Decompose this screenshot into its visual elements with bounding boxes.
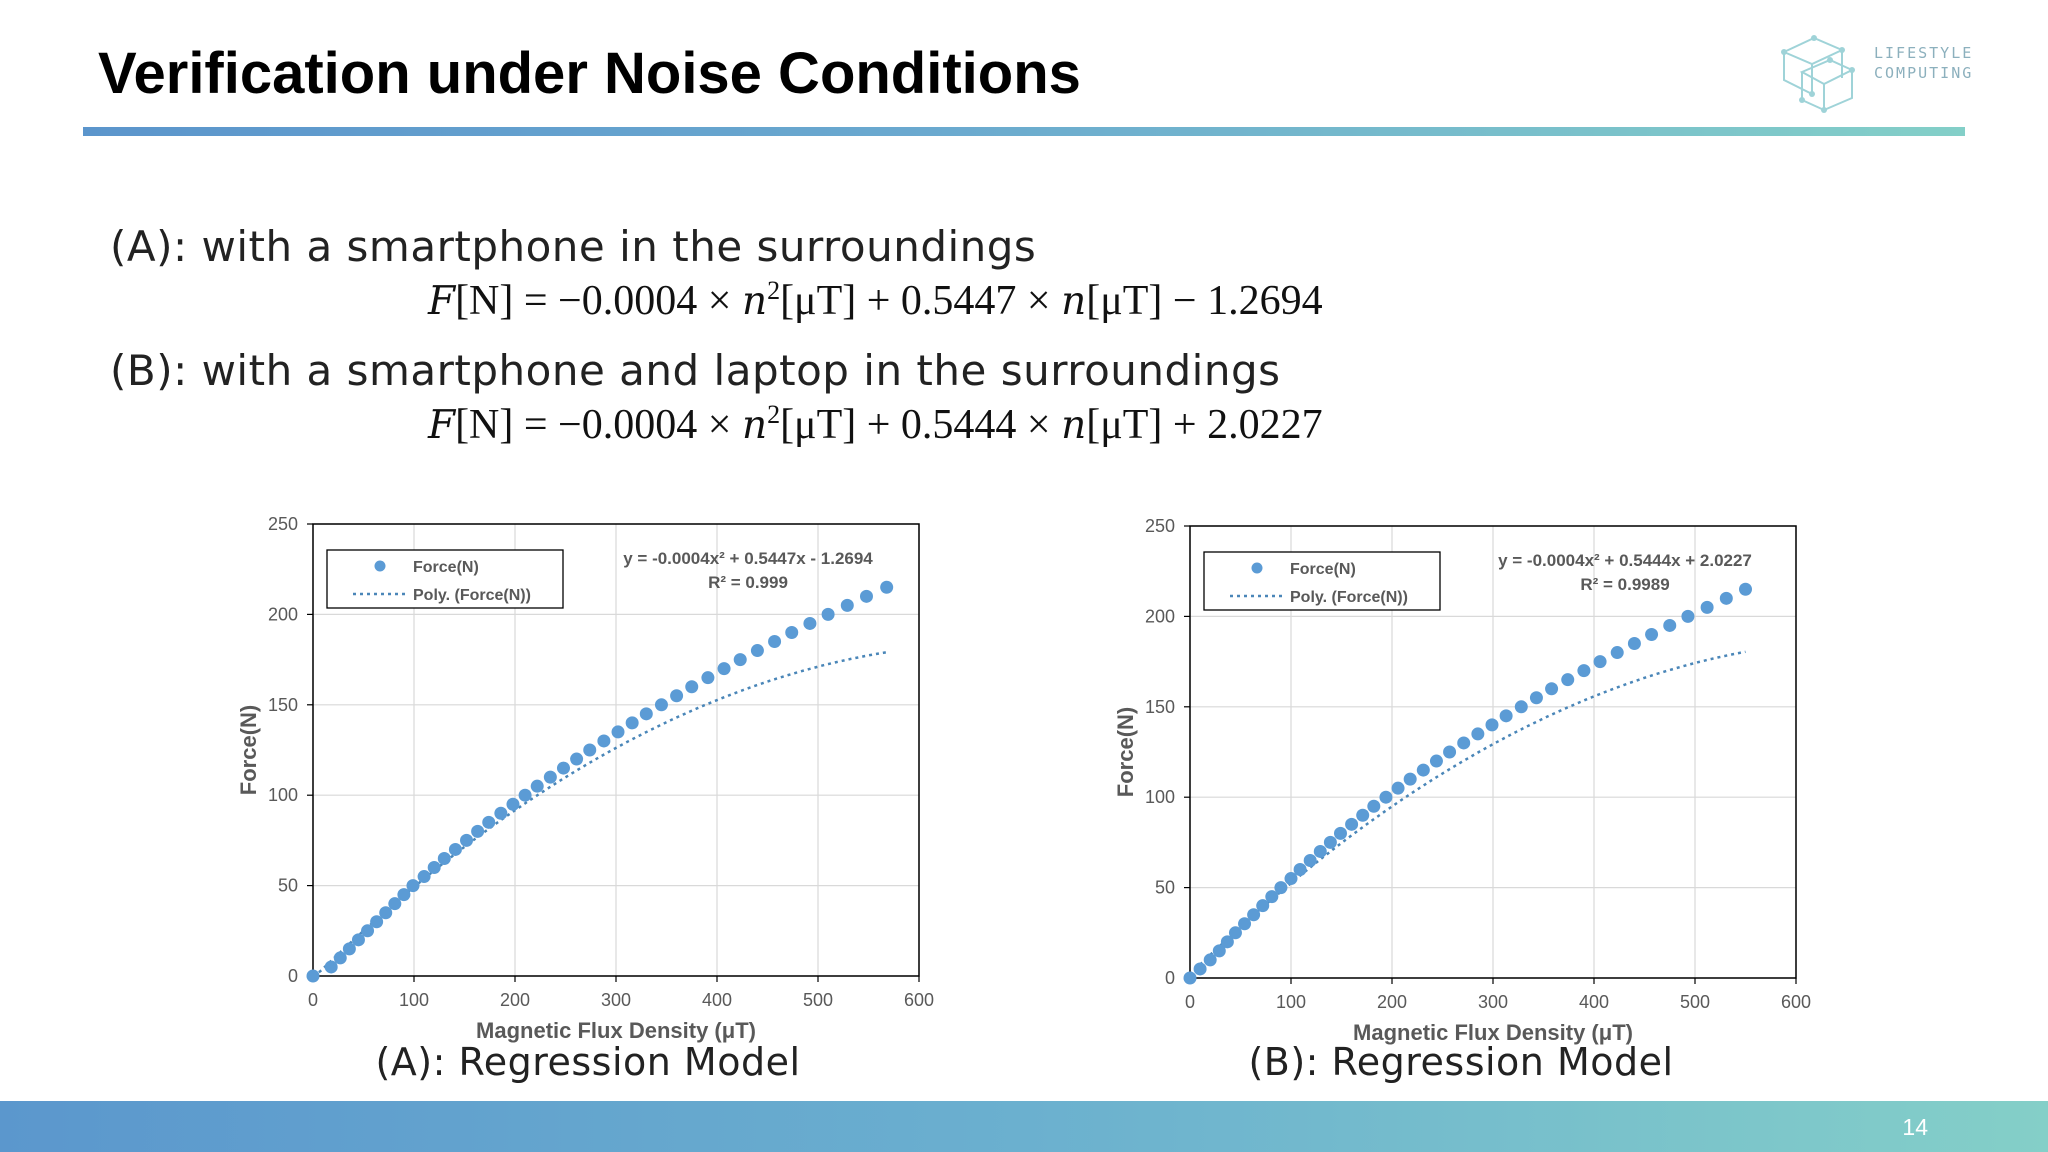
data-point: [1404, 773, 1417, 786]
data-point: [626, 716, 639, 729]
eq-a-c0: 1.2694: [1207, 278, 1323, 324]
data-point: [685, 680, 698, 693]
data-point: [597, 734, 610, 747]
condition-b-equation: $F[N] = -0.0004 \times n^2[\mu T] + 0.5444 \times n[\mu T] + 2.0227$: [428, 400, 1323, 448]
data-point: [418, 870, 431, 883]
data-point: [1314, 845, 1327, 858]
title-underline: [83, 127, 1965, 136]
data-point: [1392, 782, 1405, 795]
data-point: [880, 581, 893, 594]
data-point: [506, 798, 519, 811]
data-point: [1628, 637, 1641, 650]
data-point: [544, 771, 557, 784]
data-point: [655, 698, 668, 711]
y-tick-label: 250: [1144, 516, 1175, 536]
x-tick-label: 100: [1275, 992, 1307, 1012]
eq-a-c1: 0.5447: [900, 278, 1017, 324]
legend-label-series: Force(N): [1290, 561, 1356, 578]
data-point: [1356, 809, 1369, 822]
data-point: [612, 725, 625, 738]
y-tick-label: 50: [1154, 877, 1175, 898]
data-point: [583, 744, 596, 757]
data-point: [1194, 962, 1207, 975]
x-tick-label: 400: [701, 990, 733, 1010]
data-point: [803, 617, 816, 630]
eq-b-unit1: [μT]: [780, 402, 857, 448]
data-point: [438, 852, 451, 865]
chart-b: [1103, 508, 1823, 1048]
data-point: [670, 689, 683, 702]
x-tick-label: 0: [307, 990, 319, 1010]
data-point: [860, 590, 873, 603]
logo-text-line2: COMPUTING: [1874, 64, 1974, 82]
data-point: [1417, 764, 1430, 777]
data-point: [1681, 610, 1694, 623]
caption-a: (A): Regression Model: [375, 1040, 801, 1084]
data-point: [1594, 655, 1607, 668]
legend-label-trend: Poly. (Force(N)): [413, 587, 531, 604]
data-point: [570, 753, 583, 766]
data-point: [1184, 972, 1197, 985]
data-point: [1443, 746, 1456, 759]
x-axis-label: Magnetic Flux Density (μT): [1353, 1020, 1633, 1045]
chart-a: [226, 506, 946, 1046]
y-tick-label: 200: [1144, 606, 1175, 627]
data-point: [785, 626, 798, 639]
condition-b-label: (B): with a smartphone and laptop in the surroundings: [110, 346, 1281, 395]
eq-a-op0: −: [1172, 278, 1197, 324]
data-point: [307, 970, 320, 983]
y-tick-label: 150: [267, 694, 298, 715]
eq-a-lhs-var: F: [428, 279, 456, 324]
y-tick-label: 250: [267, 514, 298, 534]
data-point: [519, 789, 532, 802]
y-tick-label: 100: [1144, 787, 1175, 808]
trend-r2-label: R² = 0.9989: [1580, 575, 1670, 594]
x-tick-label: 200: [499, 990, 531, 1010]
condition-a-label: (A): with a smartphone in the surroundings: [110, 222, 1037, 271]
x-tick-label: 600: [903, 990, 935, 1010]
data-point: [1457, 736, 1470, 749]
data-point: [1500, 709, 1513, 722]
legend-label-trend: Poly. (Force(N)): [1290, 589, 1408, 606]
x-axis-label: Magnetic Flux Density (μT): [476, 1018, 756, 1043]
x-tick-label: 600: [1780, 992, 1812, 1012]
legend-marker-icon: [375, 561, 386, 572]
logo-text-line1: LIFESTYLE: [1874, 44, 1974, 62]
eq-b-lhs-unit: [N]: [455, 402, 514, 448]
trendline: [313, 652, 887, 976]
trend-r2-label: R² = 0.999: [708, 573, 788, 592]
eq-b-lhs-var: F: [428, 403, 456, 448]
eq-a-lhs-unit: [N]: [455, 278, 514, 324]
y-axis-label: Force(N): [1113, 706, 1138, 798]
eq-a-c2: 0.0004: [581, 278, 698, 324]
data-point: [701, 671, 714, 684]
eq-a-var1: n: [741, 279, 768, 324]
y-tick-label: 0: [287, 966, 298, 986]
data-point: [841, 599, 854, 612]
y-tick-label: 0: [1164, 968, 1175, 988]
data-point: [1611, 646, 1624, 659]
eq-b-var2: n: [1061, 403, 1087, 448]
eq-b-var1: n: [741, 403, 768, 448]
data-point: [449, 843, 462, 856]
data-point: [718, 662, 731, 675]
data-point: [1561, 673, 1574, 686]
data-point: [1367, 800, 1380, 813]
trend-equation-label: y = -0.0004x² + 0.5444x + 2.0227: [1498, 551, 1752, 570]
footer-bar: [0, 1101, 2048, 1152]
data-point: [406, 879, 419, 892]
data-point: [1739, 583, 1752, 596]
data-point: [640, 707, 653, 720]
x-tick-label: 0: [1184, 992, 1196, 1012]
data-point: [494, 807, 507, 820]
data-point: [1720, 592, 1733, 605]
data-point: [1663, 619, 1676, 632]
eq-b-c1: 0.5444: [900, 402, 1017, 448]
condition-a-equation: $F[N] = -0.0004 \times n^2[\mu T] + 0.5447 \times n[\mu T] - 1.2694$: [428, 276, 1323, 324]
eq-b-c0: 2.0227: [1207, 402, 1323, 448]
data-point: [1645, 628, 1658, 641]
eq-a-var2: n: [1061, 279, 1087, 324]
eq-b-op0: +: [1172, 402, 1197, 448]
data-point: [557, 762, 570, 775]
eq-a-unit1: [μT]: [780, 278, 857, 324]
data-point: [1274, 881, 1287, 894]
x-tick-label: 300: [1477, 992, 1509, 1012]
data-point: [822, 608, 835, 621]
data-point: [531, 780, 544, 793]
eq-b-unit2: [μT]: [1086, 402, 1163, 448]
data-point: [1304, 854, 1317, 867]
eq-b-c2: 0.0004: [581, 402, 698, 448]
slide-title: Verification under Noise Conditions: [98, 41, 1081, 106]
caption-b: (B): Regression Model: [1248, 1040, 1674, 1084]
x-tick-label: 200: [1376, 992, 1408, 1012]
data-point: [1294, 863, 1307, 876]
data-point: [1530, 691, 1543, 704]
data-point: [482, 816, 495, 829]
y-tick-label: 150: [1144, 696, 1175, 717]
data-point: [751, 644, 764, 657]
data-point: [1324, 836, 1337, 849]
eq-a-unit2: [μT]: [1086, 278, 1163, 324]
data-point: [1485, 718, 1498, 731]
data-point: [1515, 700, 1528, 713]
y-axis-label: Force(N): [236, 704, 261, 796]
data-point: [1430, 755, 1443, 768]
x-tick-label: 400: [1578, 992, 1610, 1012]
page-number: 14: [1902, 1114, 1928, 1140]
data-point: [460, 834, 473, 847]
data-point: [768, 635, 781, 648]
legend-marker-icon: [1252, 563, 1263, 574]
data-point: [1334, 827, 1347, 840]
data-point: [1345, 818, 1358, 831]
x-tick-label: 500: [802, 990, 834, 1010]
data-point: [471, 825, 484, 838]
trend-equation-label: y = -0.0004x² + 0.5447x - 1.2694: [623, 549, 873, 568]
data-point: [1545, 682, 1558, 695]
data-point: [734, 653, 747, 666]
data-point: [1471, 727, 1484, 740]
y-tick-label: 50: [277, 875, 298, 896]
x-tick-label: 300: [600, 990, 632, 1010]
data-point: [428, 861, 441, 874]
legend-label-series: Force(N): [413, 559, 479, 576]
data-point: [1701, 601, 1714, 614]
data-point: [1577, 664, 1590, 677]
x-tick-label: 500: [1679, 992, 1711, 1012]
trendline: [1190, 652, 1746, 975]
data-point: [1379, 791, 1392, 804]
y-tick-label: 100: [267, 785, 298, 806]
y-tick-label: 200: [267, 604, 298, 625]
x-tick-label: 100: [398, 990, 430, 1010]
